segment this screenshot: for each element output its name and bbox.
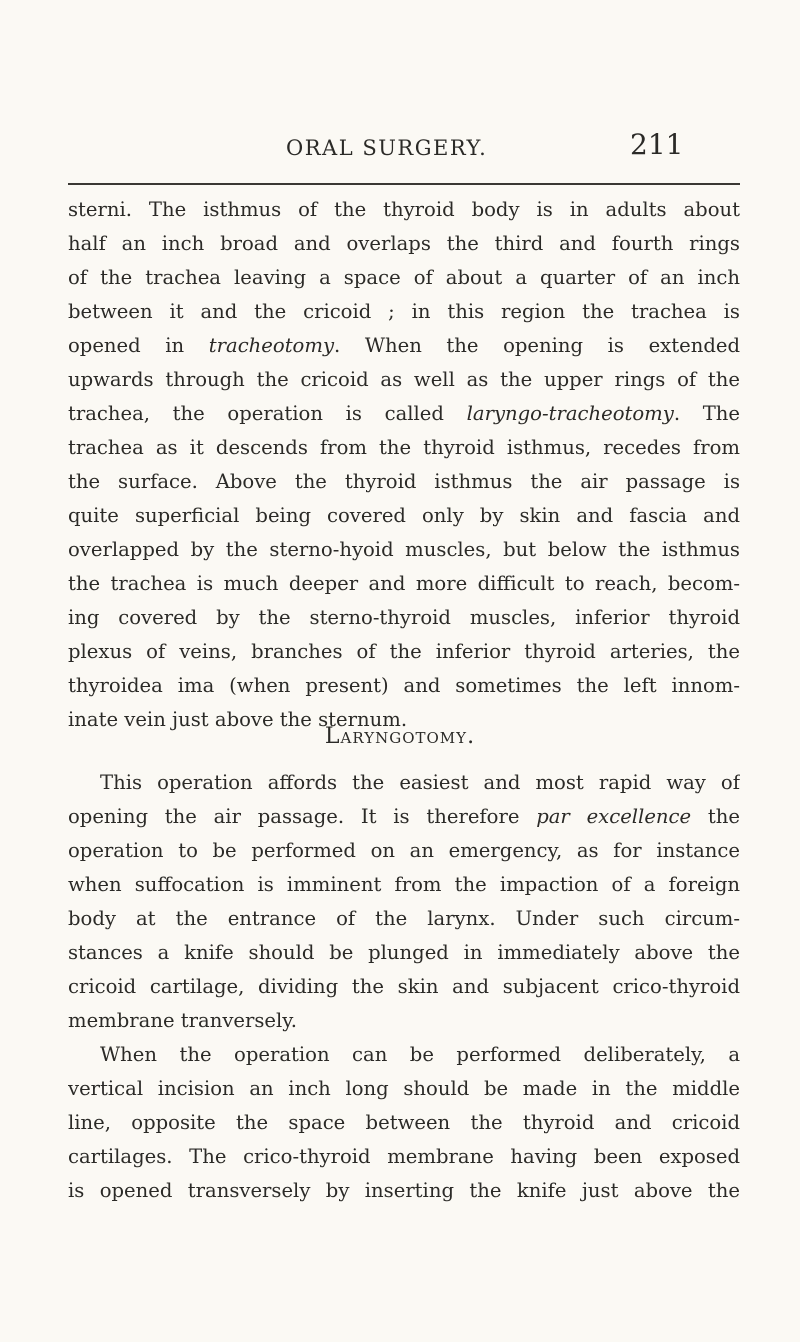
- text-line: quite superficial being covered only by skin and fascia and: [68, 504, 740, 527]
- text-line: when suffocation is imminent from the impaction of a foreign: [68, 873, 740, 896]
- header-rule: [68, 183, 740, 185]
- section-heading: Laryngotomy.: [324, 724, 476, 749]
- text-line: the trachea is much deeper and more difficult to reach, becom-: [68, 572, 740, 595]
- emphasis-text: laryngo-tracheotomy: [466, 402, 674, 425]
- text-line: opening the air passage. It is therefore par excellence the: [68, 805, 740, 828]
- emphasis-text: tracheotomy: [208, 334, 335, 357]
- page-header: [0, 128, 800, 168]
- text-line: This operation affords the easiest and most rapid way of: [100, 771, 740, 794]
- page-number: 211: [630, 128, 684, 161]
- text-line: trachea as it descends from the thyroid isthmus, recedes from: [68, 436, 740, 459]
- text-line: inate vein just above the sternum.: [68, 708, 408, 731]
- text-line: cartilages. The crico-thyroid membrane having been exposed: [68, 1145, 740, 1168]
- text-line: opened in tracheotomy. When the opening is extended: [68, 334, 740, 357]
- text-line: membrane tranversely.: [68, 1009, 297, 1032]
- text-line: of the trachea leaving a space of about a quarter of an inch: [68, 266, 740, 289]
- text-line: vertical incision an inch long should be made in the middle: [68, 1077, 740, 1100]
- text-line: trachea, the operation is called laryngo-tracheotomy. The: [68, 402, 740, 425]
- text-line: upwards through the cricoid as well as the upper rings of the: [68, 368, 740, 391]
- text-line: sterni. The isthmus of the thyroid body is in adults about: [68, 198, 740, 221]
- text-line: stances a knife should be plunged in immediately above the: [68, 941, 740, 964]
- text-line: plexus of veins, branches of the inferior thyroid arteries, the: [68, 640, 740, 663]
- text-line: cricoid cartilage, dividing the skin and subjacent crico-thyroid: [68, 975, 740, 998]
- text-line: operation to be performed on an emergency, as for instance: [68, 839, 740, 862]
- text-line: When the operation can be performed deliberately, a: [100, 1043, 740, 1066]
- text-line: is opened transversely by inserting the knife just above the: [68, 1179, 740, 1202]
- running-head: ORAL SURGERY.: [286, 136, 488, 160]
- text-line: line, opposite the space between the thyroid and cricoid: [68, 1111, 740, 1134]
- text-line: overlapped by the sterno-hyoid muscles, but below the isthmus: [68, 538, 740, 561]
- text-line: ing covered by the sterno-thyroid muscles, inferior thyroid: [68, 606, 740, 629]
- emphasis-text: par excellence: [536, 805, 692, 828]
- text-line: half an inch broad and overlaps the third and fourth rings: [68, 232, 740, 255]
- text-line: thyroidea ima (when present) and sometimes the left innom-: [68, 674, 740, 697]
- text-line: body at the entrance of the larynx. Under such circum-: [68, 907, 740, 930]
- text-line: between it and the cricoid ; in this region the trachea is: [68, 300, 740, 323]
- text-line: the surface. Above the thyroid isthmus the air passage is: [68, 470, 740, 493]
